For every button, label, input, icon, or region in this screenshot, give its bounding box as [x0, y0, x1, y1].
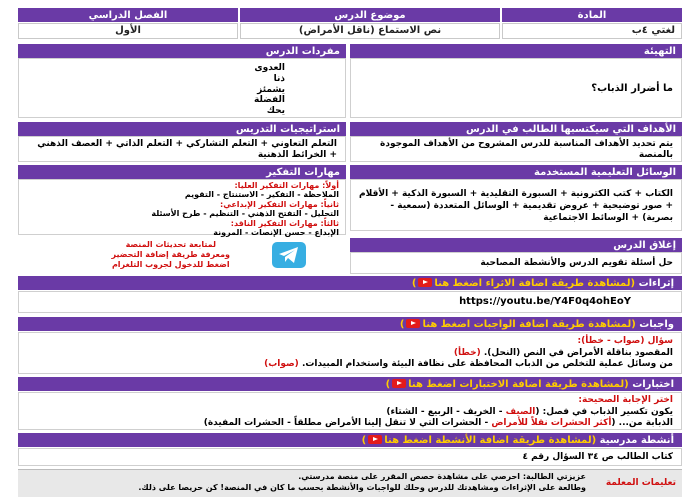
enrich-url[interactable]: https://youtu.be/Y4F0q4ohEoY — [459, 296, 631, 307]
youtube-icon[interactable] — [368, 435, 382, 444]
tests-lines — [204, 395, 673, 430]
telegram-line: اضغط للدخول لجروب التلغرام — [111, 260, 230, 269]
footer-line: عزيزتي الطالبة: احرصي على مشاهدة حصص المقرر على منصة مدرستي. — [298, 472, 586, 481]
thinking-lines — [151, 181, 339, 238]
footer-label: تعليمات المعلمة — [605, 478, 676, 488]
vocab-item: ذنا — [273, 73, 285, 84]
youtube-icon[interactable] — [392, 379, 406, 388]
objectives-title: الأهداف التي سيكتسبها الطالب في الدرس — [350, 122, 682, 136]
homework-line2: من وسائل عملية للتخلص من الذباب المحافظة على نظافة البيئة واستخدام المبيدات. (صواب) — [264, 359, 673, 370]
thinking-l1-title: أولاً: مهارات التفكير العليا: — [234, 181, 339, 190]
enrich-link[interactable]: (لمشاهدة طريقة اضافة الاثراء اضغط هنا) — [411, 277, 636, 289]
homework-line1: المقصود بناقلة الأمراض في النص (النحل). (خطأ) — [453, 347, 673, 358]
telegram-promo[interactable] — [18, 238, 346, 274]
intro-box — [350, 58, 682, 118]
intro-title: التهيئة — [350, 44, 682, 58]
topic-label: موضوع الدرس — [240, 8, 500, 22]
intro-text: ما أضرار الذباب؟ — [591, 83, 673, 94]
homework-q-label: سؤال (صواب - خطأ): — [577, 336, 673, 346]
subject-label: المادة — [502, 8, 682, 22]
thinking-l3-title: ثالثاً: مهارات التفكير الناقد: — [230, 218, 339, 228]
vocab-title: مفردات الدرس — [18, 44, 346, 58]
enrich-title[interactable] — [18, 276, 682, 290]
telegram-icon[interactable] — [272, 242, 306, 268]
activity-text: كتاب الطالب ص ٣٤ السؤال رقم ٤ — [522, 452, 673, 462]
closing-title: إغلاق الدرس — [350, 238, 682, 252]
youtube-icon[interactable] — [418, 278, 432, 287]
topic-value: نص الاستماع (ناقل الأمراض) — [240, 23, 500, 39]
aids-text: الكتاب + كتب الكترونية + السبورة التقليدية + السبورة الذكية + الأقلام + صور توضيحية + عروض تقديمية + الوسائل المتعددة (سمعية - بصرية) + الوسائط الاجتماعية — [350, 179, 682, 231]
thinking-l3: الإبداع - حسن الإنصات - المرونة — [213, 228, 339, 238]
tests-line2-answer: أكثر الحشرات نقلاً للأمراض — [491, 418, 612, 429]
vocab-list — [254, 63, 285, 117]
homework-link[interactable]: (لمشاهدة طريقة اضافة الواجبات اضغط هنا) — [399, 318, 636, 330]
enrich-title-label: إثراءات — [638, 277, 674, 289]
homework-lines — [264, 336, 673, 371]
thinking-l1: الملاحظة - التفكير - الاستنتاج - التقويم — [184, 190, 339, 200]
activity-title-label: أنشطة مدرسية — [599, 434, 674, 446]
tests-title[interactable] — [18, 377, 682, 391]
closing-text: حل أسئلة تقويم الدرس والأنشطة المصاحبة — [350, 252, 682, 274]
thinking-box — [18, 179, 346, 238]
aids-title: الوسائل التعليمية المستخدمة — [350, 165, 682, 179]
footer-lines — [138, 472, 586, 494]
strategies-text: التعلم التعاوني + التعلم التشاركي + التعلم الذاتي + العصف الذهني + الخرائط الذهنية — [18, 136, 346, 162]
objectives-text: يتم تحديد الأهداف المناسبة للدرس المشروح من الأهداف الموجودة بالمنصة — [350, 136, 682, 162]
tests-box — [18, 392, 682, 430]
youtube-icon[interactable] — [406, 319, 420, 328]
vocab-item: يشمئز — [257, 84, 285, 95]
thinking-title: مهارات التفكير — [18, 165, 346, 179]
homework-title-label: واجبات — [639, 318, 674, 330]
strategies-title: استراتيجيات التدريس — [18, 122, 346, 136]
term-label: الفصل الدراسي — [18, 8, 238, 22]
tests-line1: يكون تكسير الذباب في فصل: (الصيف - الخريف - الربيع - الشتاء) — [386, 406, 673, 417]
telegram-text[interactable] — [112, 240, 230, 270]
telegram-line: لمتابعة تحديثات المنصة — [125, 240, 216, 249]
telegram-line: ومعرفة طريقة إضافة التحضير — [111, 250, 230, 259]
term-value: الأول — [18, 23, 238, 39]
vocab-box — [18, 58, 346, 118]
thinking-l2-title: ثانياً: مهارات التفكير الإبداعي: — [220, 199, 339, 209]
homework-box — [18, 332, 682, 374]
tests-line1-answer: الصيف — [505, 406, 536, 417]
tests-title-label: اختبارات — [632, 378, 674, 390]
vocab-item: الفضلة — [254, 95, 285, 106]
activity-link[interactable]: (لمشاهدة طريقة اضافة الأنشطة اضغط هنا) — [361, 434, 597, 446]
subject-value: لغتي ٤ب — [502, 23, 682, 39]
footer-line: وطالعة على الإثراءات ومشاهدتك للدرس وحلك للواجبات والأنشطة بحسب ما كان في المنصة! كن حريصا على ذلك. — [138, 482, 586, 492]
homework-line1-answer: (خطأ) — [453, 347, 481, 358]
activity-title[interactable] — [18, 433, 682, 447]
footer-box — [18, 469, 682, 497]
tests-line2: الذبابة من... (أكثر الحشرات نقلاً للأمراض - الحشرات التي لا تنقل إلينا الأمراض مطلقاً - الحشرات المفيدة) — [203, 418, 673, 429]
homework-title[interactable] — [18, 317, 682, 331]
activity-box — [18, 448, 682, 466]
homework-line2-answer: (صواب) — [264, 359, 299, 370]
vocab-item: يحك — [266, 106, 285, 117]
tests-link[interactable]: (لمشاهدة طريقة اضافة الاختبارات اضغط هنا) — [385, 378, 629, 390]
thinking-l2: التحليل - التفتح الذهني - التنظيم - طرح الأسئلة — [151, 209, 339, 219]
enrich-box — [18, 291, 682, 313]
tests-q-label: اختر الإجابة الصحيحة: — [578, 395, 673, 405]
vocab-item: العدوى — [254, 63, 285, 73]
